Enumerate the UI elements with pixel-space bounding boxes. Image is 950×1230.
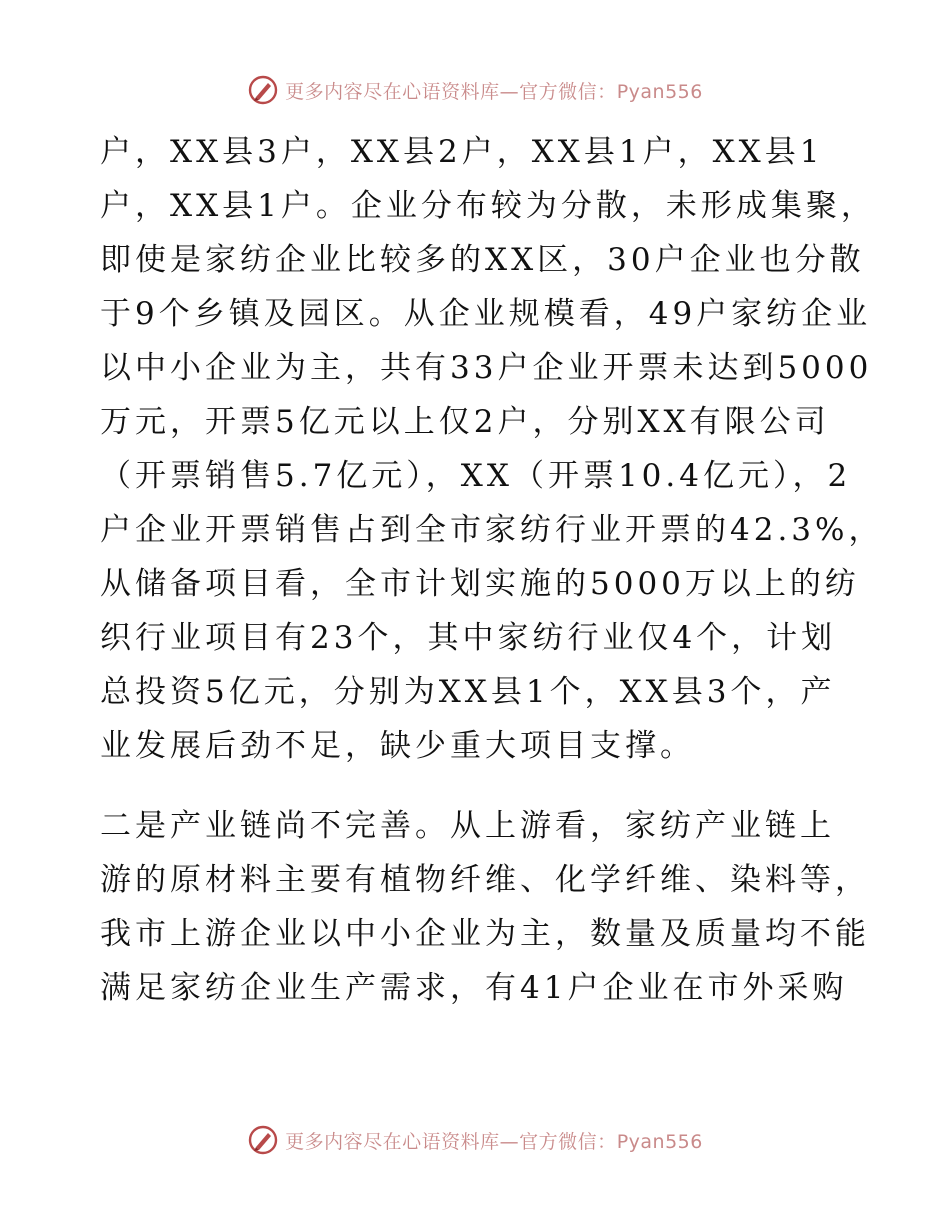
- header-banner-text: [285, 77, 703, 104]
- footer-banner-text: [285, 1127, 703, 1154]
- footer-banner-dash: —: [499, 1130, 520, 1153]
- pen-logo-icon: [247, 74, 279, 106]
- text-line: 织行业项目有23个，其中家纺行业仅4个，计划: [100, 620, 837, 656]
- footer-wechat-label: 官方微信：: [519, 1130, 617, 1153]
- paragraph-gap: [100, 773, 860, 799]
- header-wechat-id: Pyan556: [616, 80, 703, 103]
- header-watermark-banner: [0, 70, 950, 110]
- text-line: （开票销售5.7亿元），XX（开票10.4亿元），2: [100, 458, 852, 494]
- text-line: 总投资5亿元，分别为XX县1个，XX县3个，产: [100, 674, 836, 710]
- header-wechat-label: 官方微信：: [519, 80, 617, 103]
- paragraph-2: [100, 799, 870, 1015]
- text-line: 二是产业链尚不完善。从上游看，家纺产业链上: [100, 808, 835, 844]
- paragraph-1: [100, 125, 884, 773]
- header-banner-main: 更多内容尽在心语资料库: [285, 80, 500, 103]
- text-line: 万元，开票5亿元以上仅2户，分别XX有限公司: [100, 404, 830, 440]
- footer-banner-main: 更多内容尽在心语资料库: [285, 1130, 500, 1153]
- footer-wechat-id: Pyan556: [616, 1130, 703, 1153]
- text-line: 于9个乡镇及园区。从企业规模看，49户家纺企业: [100, 296, 872, 332]
- pen-logo-icon: [247, 1124, 279, 1156]
- text-line: 以中小企业为主，共有33户企业开票未达到5000: [100, 350, 873, 386]
- header-banner-dash: —: [499, 80, 520, 103]
- text-line: 户，XX县1户。企业分布较为分散，未形成集聚，: [100, 188, 876, 224]
- text-line: 我市上游企业以中小企业为主，数量及质量均不能: [100, 916, 870, 952]
- footer-watermark-banner: [0, 1120, 950, 1160]
- text-line: 从储备项目看，全市计划实施的5000万以上的纺: [100, 566, 860, 602]
- text-line: 业发展后劲不足，缺少重大项目支撑。: [100, 728, 695, 764]
- text-line: 户，XX县3户，XX县2户，XX县1户，XX县1: [100, 134, 824, 170]
- document-body: [100, 125, 884, 1015]
- text-line: 游的原材料主要有植物纤维、化学纤维、染料等，: [100, 862, 870, 898]
- text-line: 户企业开票销售占到全市家纺行业开票的42.3%，: [100, 512, 884, 548]
- text-line: 即使是家纺企业比较多的XX区，30户企业也分散: [100, 242, 865, 278]
- text-line: 满足家纺企业生产需求，有41户企业在市外采购: [100, 970, 848, 1006]
